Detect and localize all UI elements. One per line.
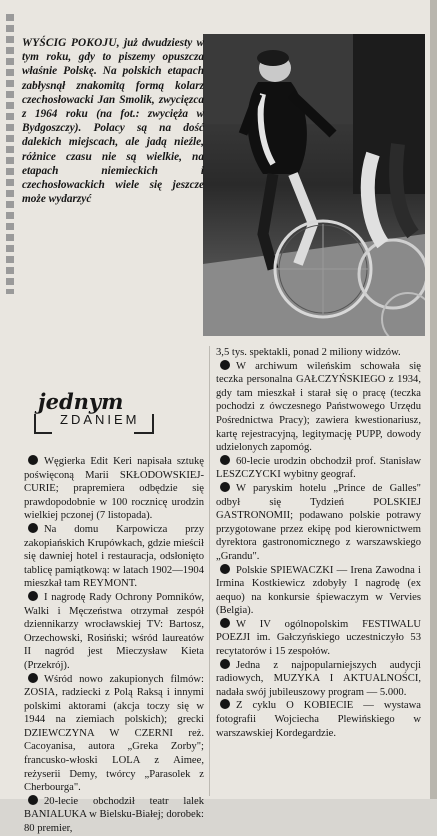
news-item: 20-lecie obchodził teatr lalek BANIALUKA w Bielsku-Białej; dorobek: 80 premier, [24, 795, 204, 835]
news-item: Jedna z najpopularniejszych audycji radiowych, MUZYKA I AKTUALNOŚCI, nadała swój jubileuszowy program — 5.000. [216, 659, 421, 698]
news-item: I nagrodę Rady Ochrony Pomników, Walki i Męczeństwa otrzymał zespół dziennikarzy wrocławskiej TV: Bartosz, Orzechowski, Rosiński; wśród laureatów II nagród jest Mieczysław Kieta (Przekrój). [24, 591, 204, 671]
bullet-dot [28, 673, 38, 683]
bullet-dot [220, 618, 230, 628]
right-column [216, 346, 421, 740]
logo-frame-left [34, 414, 52, 434]
bullet-dot [28, 591, 38, 601]
news-item: Polskie SPIEWACZKI — Irena Zawodna i Irmina Kostkiewicz zdobyły I nagrodę (ex aequo) na konkursie śpiewaczym w Vervies (Belgia). [216, 564, 421, 617]
bullet-dot [220, 564, 230, 574]
logo-script-text: jednym [38, 389, 124, 414]
logo-subtitle: ZDANIEM [60, 412, 140, 427]
bullet-dot [220, 699, 230, 709]
news-item: W paryskim hotelu „Prince de Galles" odbył się Tydzień POLSKIEJ GASTRONOMII; podawano polskie potrawy przygotowane przez ekipę pod kierownictwem dyrektora gastronomicznego z warszawskiego „Grandu". [216, 482, 421, 562]
caption-lead: WYŚCIG POKOJU, [22, 37, 120, 49]
bullet-dot [28, 455, 38, 465]
bullet-dot [28, 795, 38, 805]
bullet-dot [220, 455, 230, 465]
news-item: Wśród nowo zakupionych filmów: ZOSIA, radziecki z Polą Raksą i innymi polskimi aktorami (akcja toczy się w 1944 na ziemiach polskich); grecki DZIEWCZYNA W CZERNI reż. Cacoyanisa, autora „Greka Zorby"; francusko-włoski LOLA z Aimee, reżyserii Demy, twórcy „Parasolek z Cherbourga". [24, 673, 204, 794]
bullet-dot [220, 482, 230, 492]
bleed-through-strip [6, 14, 14, 294]
news-item: Z cyklu O KOBIECIE — wystawa fotografii Wojciecha Plewińskiego w warszawskiej Kordegardzie. [216, 700, 421, 739]
cyclist-photo [203, 34, 425, 336]
bullet-dot [28, 523, 38, 533]
news-item: W IV ogólnopolskim FESTIWALU POEZJI im. Gałczyńskiego uczestniczyło 53 recytatorów i 15 zespołów. [216, 618, 421, 658]
news-item: 60-lecie urodzin obchodził prof. Stanisław LESZCZYCKI wybitny geograf. [216, 455, 421, 481]
column-divider [209, 346, 210, 796]
news-item: Na domu Karpowicza przy zakopiańskich Krupówkach, gdzie mieścił się dawniej hotel i restauracja, odsłonięto tablicę pamiątkową: w latach 1902—1904 mieszkał tam REYMONT. [24, 523, 204, 590]
news-item: W archiwum wileńskim schowała się teczka personalna GAŁCZYŃSKIEGO z 1934, gdy tam mieszkał i starał się o pracę (teczka pochodzi z ówczesnego Państwowego Urzędu Pośrednictwa Pracy); zawiera kwestionariusz, kartę rejestracyjną, legitymację PUPP, dowody udzielonych zapomóg. [216, 360, 421, 454]
left-column [24, 455, 204, 836]
bullet-dot [220, 360, 230, 370]
continued-text: 3,5 tys. spektakli, ponad 2 miliony widzów. [216, 347, 401, 358]
photo-caption [22, 36, 204, 206]
bullet-dot [220, 659, 230, 669]
caption-text: już dwudziesty w tym roku, gdy to piszemy opuszcza właśnie Polskę. Na polskich etapach zabłysnął znakomitą formą kolarz czechosłowacki Jan Smolik, zwycięzca z 1964 roku (na fot.: zwycięża w Bydgoszczy). Polacy są na dość dalekich miejscach, ale jadą nieźle, różnice czasu nie są wielkie, na etapach niemieckich i czechosłowackich wiele się jeszcze może wydarzyć [22, 37, 204, 206]
news-item: Węgierka Edit Keri napisała sztukę poświęconą Marii SKŁODOWSKIEJ-CURIE; prapremiera odbędzie się prawdopodobnie w 100 rocznicę urodzin wielkiej pczonej (7 listopada). [24, 456, 204, 522]
page-binding-edge [430, 0, 437, 799]
jednym-zdaniem-logo [34, 390, 154, 442]
